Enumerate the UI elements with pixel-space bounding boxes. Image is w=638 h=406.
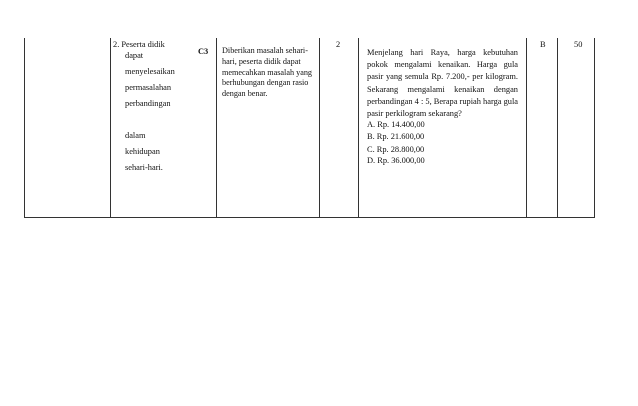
- indicator-line: kehidupan: [125, 147, 160, 156]
- indicator-line: sehari-hari.: [125, 163, 163, 172]
- answer-key: B: [540, 40, 546, 49]
- indicator-line: permasalahan: [125, 83, 172, 92]
- score: 50: [574, 40, 583, 49]
- question-description: Diberikan masalah sehari-hari, peserta didik dapat memecahkan masalah yang berhubungan dengan rasio dengan benar.: [222, 46, 313, 99]
- indicator-line: menyelesaikan: [125, 67, 175, 76]
- cognitive-level: C3: [198, 47, 209, 56]
- column-border-6: [526, 38, 527, 218]
- indicator-line: dalam: [125, 131, 146, 140]
- answer-option-c: C. Rp. 28.800,00: [367, 145, 425, 154]
- indicator-line: dapat: [125, 51, 144, 60]
- column-border-2: [110, 38, 111, 218]
- answer-option-a: A. Rp. 14.400,00: [367, 120, 425, 129]
- question-number: 2: [336, 40, 341, 49]
- column-border-4: [319, 38, 320, 218]
- column-border-8: [594, 38, 595, 218]
- question-text: Menjelang hari Raya, harga kebutuhan pokok mengalami kenaikan. Harga gula pasir yang semula Rp. 7.200,- per kilogram. Sekarang mengalami kenaikan dengan perbandingan 4 : 5, Berapa rupiah harga gula pasir perkilogram sekarang?: [367, 48, 519, 119]
- indicator-title: 2. Peserta didik: [113, 40, 165, 49]
- column-border-3: [216, 38, 217, 218]
- indicator-line: perbandingan: [125, 99, 171, 108]
- answer-option-b: B. Rp. 21.600,00: [367, 132, 425, 141]
- column-border-5: [358, 38, 359, 218]
- answer-option-d: D. Rp. 36.000,00: [367, 156, 425, 165]
- column-border-7: [557, 38, 558, 218]
- column-border-1: [24, 38, 25, 218]
